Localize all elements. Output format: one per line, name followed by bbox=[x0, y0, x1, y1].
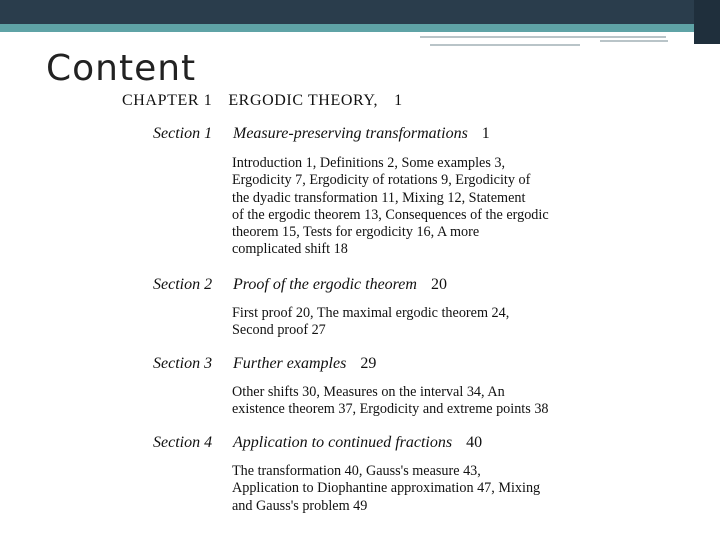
section-contents: Other shifts 30, Measures on the interval 34, An existence theorem 37, Ergodicity and extreme points 38 bbox=[232, 384, 549, 418]
section-contents: First proof 20, The maximal ergodic theorem 24, Second proof 27 bbox=[232, 305, 510, 339]
section-label: Section 2 bbox=[153, 276, 213, 293]
section-contents: The transformation 40, Gauss's measure 43, Application to Diophantine approximation 47, Mixing and Gauss's problem 49 bbox=[232, 463, 541, 514]
section-page: 29 bbox=[360, 355, 377, 372]
section-heading bbox=[153, 355, 376, 373]
section-label: Section 4 bbox=[153, 434, 213, 451]
section-title: Application to continued fractions bbox=[233, 434, 453, 451]
decorative-line bbox=[600, 40, 668, 42]
section-label: Section 3 bbox=[153, 355, 213, 372]
section-title: Proof of the ergodic theorem bbox=[233, 276, 417, 293]
section-page: 40 bbox=[466, 434, 483, 451]
chapter-heading bbox=[122, 92, 403, 110]
section-label: Section 1 bbox=[153, 125, 213, 142]
section-heading bbox=[153, 125, 490, 143]
header-accent-stripe bbox=[0, 24, 720, 32]
slide-title: Content bbox=[46, 48, 197, 89]
section-title: Measure-preserving transformations bbox=[233, 125, 468, 142]
section-page: 1 bbox=[481, 125, 490, 142]
chapter-number: CHAPTER 1 bbox=[122, 92, 213, 109]
header-band bbox=[0, 0, 720, 26]
decorative-line bbox=[420, 36, 666, 38]
decorative-line bbox=[430, 44, 580, 46]
chapter-page: 1 bbox=[394, 92, 403, 109]
section-heading bbox=[153, 434, 482, 452]
header-corner-block bbox=[694, 0, 720, 44]
section-contents: Introduction 1, Definitions 2, Some examples 3, Ergodicity 7, Ergodicity of rotations 9, Ergodicity of the dyadic transformation 11, Mixing 12, Statement of the ergodic theorem 13, Consequences of the ergodic theorem 15, Tests for ergodicity 16, A more complicated shift 18 bbox=[232, 155, 549, 258]
section-title: Further examples bbox=[233, 355, 347, 372]
section-page: 20 bbox=[430, 276, 447, 293]
chapter-title: ERGODIC THEORY, bbox=[228, 92, 379, 109]
section-heading bbox=[153, 276, 447, 294]
